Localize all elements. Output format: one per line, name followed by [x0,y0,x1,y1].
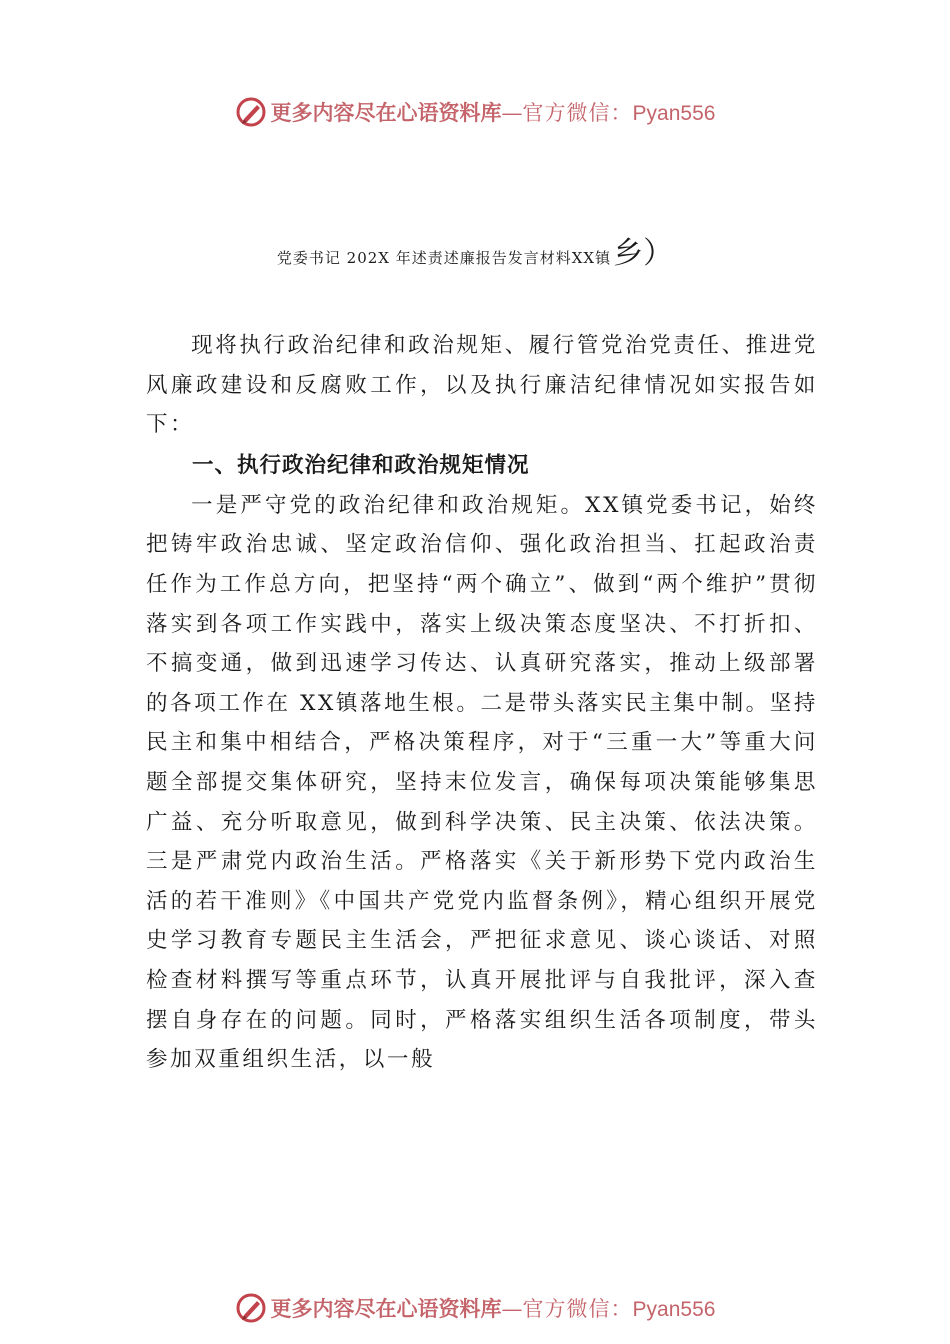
watermark-text [271,1293,716,1323]
intro-paragraph: 现将执行政治纪律和政治规矩、履行管党治党责任、推进党风廉政建设和反腐败工作，以及执行廉洁纪律情况如实报告如下： [146,333,818,438]
document-title [0,228,950,272]
pen-logo-icon [235,1292,267,1324]
title-main: 党委书记 202X 年述责述廉报告发言材料XX镇 [276,249,612,267]
watermark-brand: 更多内容尽在心语资料库 [270,100,502,125]
watermark-text [271,97,716,127]
watermark-wechat-id: Pyan556 [632,1298,716,1321]
section-paragraph: 一是严守党的政治纪律和政治规矩。XX镇党委书记，始终把铸牢政治忠诚、坚定政治信仰、强化政治担当、扛起政治责任作为工作总方向，把坚持“两个确立”、做到“两个维护”贯彻落实到各项工作实践中，落实上级决策态度坚决、不打折扣、不搞变通，做到迅速学习传达、认真研究落实，推动上级部署的各项工作在 XX镇落地生根。二是带头落实民主集中制。坚持民主和集中相结合，严格决策程序，对于“三重一大”等重大问题全部提交集体研究，坚持末位发言，确保每项决策能够集思广益、充分听取意见，做到科学决策、民主决策、依法决策。三是严肃党内政治生活。严格落实《关于新形势下党内政治生活的若干准则》《中国共产党党内监督条例》，精心组织开展党史学习教育专题民主生活会，严把征求意见、谈心谈话、对照检查材料撰写等重点环节，认真开展批评与自我批评，深入查摆自身存在的问题。同时，严格落实组织生活各项制度，带头参加双重组织生活，以一般 [146,492,818,1073]
watermark-brand: 更多内容尽在心语资料库 [270,1296,502,1321]
watermark-label: 官方微信： [522,101,633,125]
watermark-separator: — [501,1297,523,1321]
document-body [146,326,818,1080]
watermark-wechat-id: Pyan556 [632,102,716,125]
watermark-separator: — [501,101,523,125]
watermark-label: 官方微信： [522,1297,633,1321]
pen-logo-icon [235,96,267,128]
watermark-footer [0,1292,950,1324]
watermark-header [0,96,950,128]
title-suffix: 乡） [613,236,674,271]
section-heading: 一、执行政治纪律和政治规矩情况 [192,452,530,478]
